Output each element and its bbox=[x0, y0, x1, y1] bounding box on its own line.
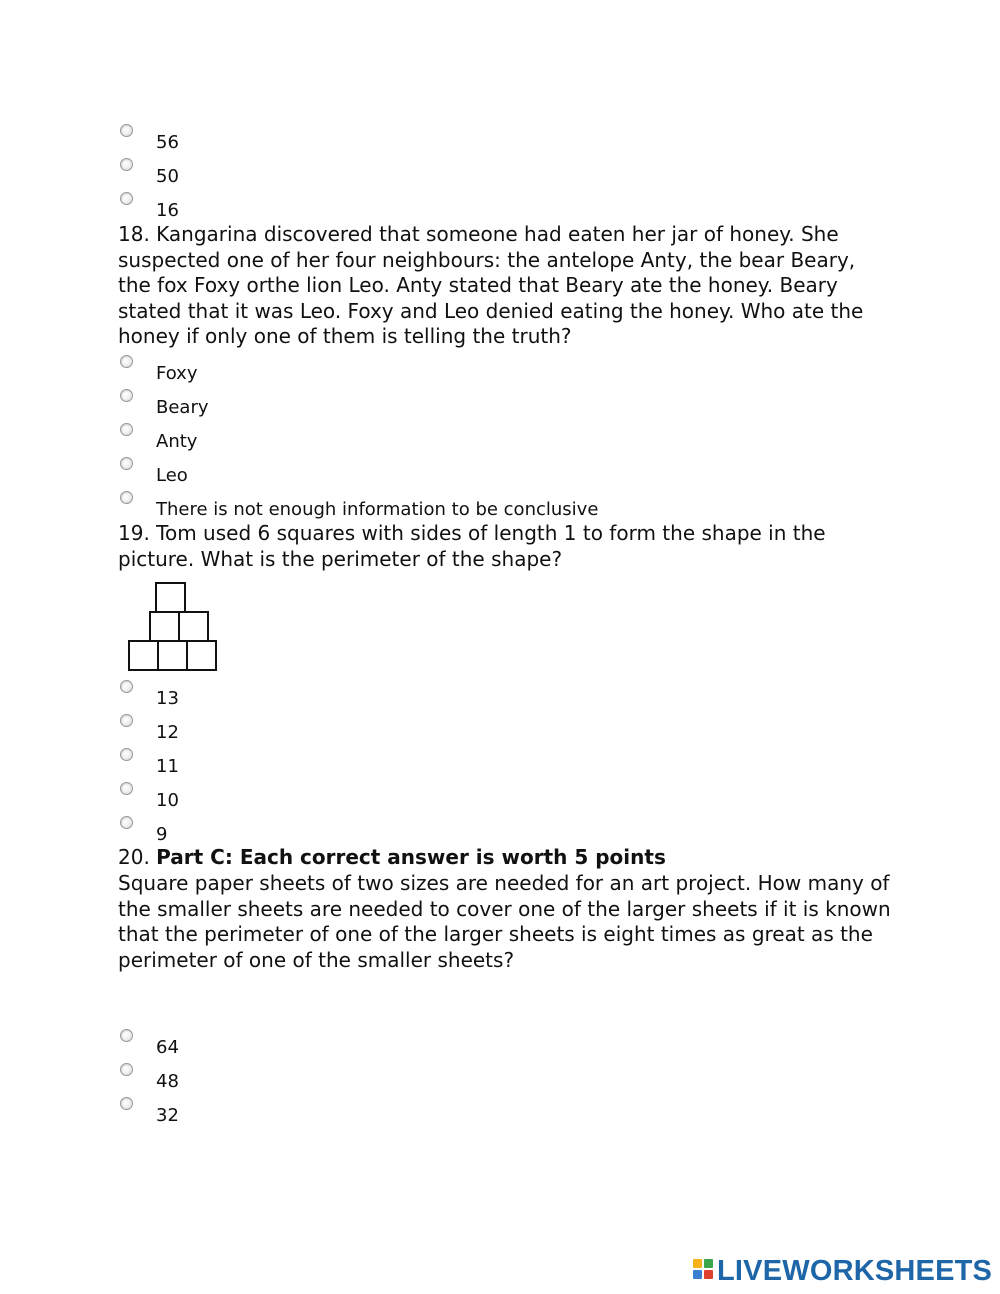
option-label: 48 bbox=[156, 1071, 179, 1092]
answer-option[interactable] bbox=[120, 1029, 820, 1058]
squares-pyramid-figure bbox=[126, 582, 220, 672]
question-18-text: 18. Kangarina discovered that someone had eaten her jar of honey. She suspected one of her four neighbours: the antelope Anty, the bear Beary, the fox Foxy orthe lion Leo. Anty stated that Beary ate the honey. Beary stated that it was Leo. Foxy and Leo denied eating the honey. Who ate the honey if only one of them is telling the truth? bbox=[118, 222, 864, 348]
option-label: 13 bbox=[156, 688, 179, 709]
answer-option[interactable] bbox=[120, 782, 820, 811]
radio-button[interactable] bbox=[120, 782, 133, 795]
square-bottom-right bbox=[187, 641, 216, 670]
question-19-text: 19. Tom used 6 squares with sides of length 1 to form the shape in the picture. What is the perimeter of the shape? bbox=[118, 521, 826, 571]
square-middle-left bbox=[150, 612, 179, 641]
square-bottom-left bbox=[129, 641, 158, 670]
answer-option[interactable] bbox=[120, 1097, 820, 1126]
radio-button[interactable] bbox=[120, 355, 133, 368]
question-20-heading bbox=[118, 845, 666, 871]
radio-button[interactable] bbox=[120, 423, 133, 436]
answer-option[interactable] bbox=[120, 124, 820, 153]
option-label: 10 bbox=[156, 790, 179, 811]
square-bottom-center bbox=[158, 641, 187, 670]
radio-button[interactable] bbox=[120, 192, 133, 205]
logo-text: LIVEWORKSHEETS bbox=[717, 1255, 993, 1287]
radio-button[interactable] bbox=[120, 1029, 133, 1042]
option-label: 32 bbox=[156, 1105, 179, 1126]
logo-blocks-icon bbox=[693, 1259, 715, 1283]
answer-option[interactable] bbox=[120, 355, 820, 384]
radio-button[interactable] bbox=[120, 816, 133, 829]
radio-button[interactable] bbox=[120, 457, 133, 470]
option-label: 16 bbox=[156, 200, 179, 221]
square-middle-right bbox=[179, 612, 208, 641]
part-heading: Part C: Each correct answer is worth 5 points bbox=[156, 845, 666, 869]
option-label: 50 bbox=[156, 166, 179, 187]
question-number: 20. bbox=[118, 845, 150, 869]
radio-button[interactable] bbox=[120, 158, 133, 171]
answer-option[interactable] bbox=[120, 457, 820, 486]
radio-button[interactable] bbox=[120, 124, 133, 137]
radio-button[interactable] bbox=[120, 714, 133, 727]
option-label: 9 bbox=[156, 824, 168, 845]
answer-option[interactable] bbox=[120, 714, 820, 743]
answer-option[interactable] bbox=[120, 423, 820, 452]
radio-button[interactable] bbox=[120, 1097, 133, 1110]
answer-option[interactable] bbox=[120, 748, 820, 777]
answer-option[interactable] bbox=[120, 192, 820, 221]
option-label: 56 bbox=[156, 132, 179, 153]
radio-button[interactable] bbox=[120, 748, 133, 761]
square-top bbox=[156, 583, 185, 612]
option-label: Anty bbox=[156, 431, 198, 452]
radio-button[interactable] bbox=[120, 680, 133, 693]
option-label: Leo bbox=[156, 465, 188, 486]
option-label: 12 bbox=[156, 722, 179, 743]
option-label: 64 bbox=[156, 1037, 179, 1058]
option-label: Foxy bbox=[156, 363, 198, 384]
radio-button[interactable] bbox=[120, 491, 133, 504]
option-label: 11 bbox=[156, 756, 179, 777]
question-20-text: Square paper sheets of two sizes are needed for an art project. How many of the smaller sheets are needed to cover one of the larger sheets if it is known that the perimeter of one of the larger sheets is eight times as great as the perimeter of one of the smaller sheets? bbox=[118, 871, 891, 972]
radio-button[interactable] bbox=[120, 1063, 133, 1076]
answer-option[interactable] bbox=[120, 816, 820, 845]
answer-option[interactable] bbox=[120, 680, 820, 709]
answer-option[interactable] bbox=[120, 389, 820, 418]
radio-button[interactable] bbox=[120, 389, 133, 402]
answer-option[interactable] bbox=[120, 158, 820, 187]
option-label: Beary bbox=[156, 397, 209, 418]
option-label: There is not enough information to be conclusive bbox=[156, 499, 599, 520]
answer-option[interactable] bbox=[120, 1063, 820, 1092]
answer-option[interactable] bbox=[120, 491, 820, 520]
